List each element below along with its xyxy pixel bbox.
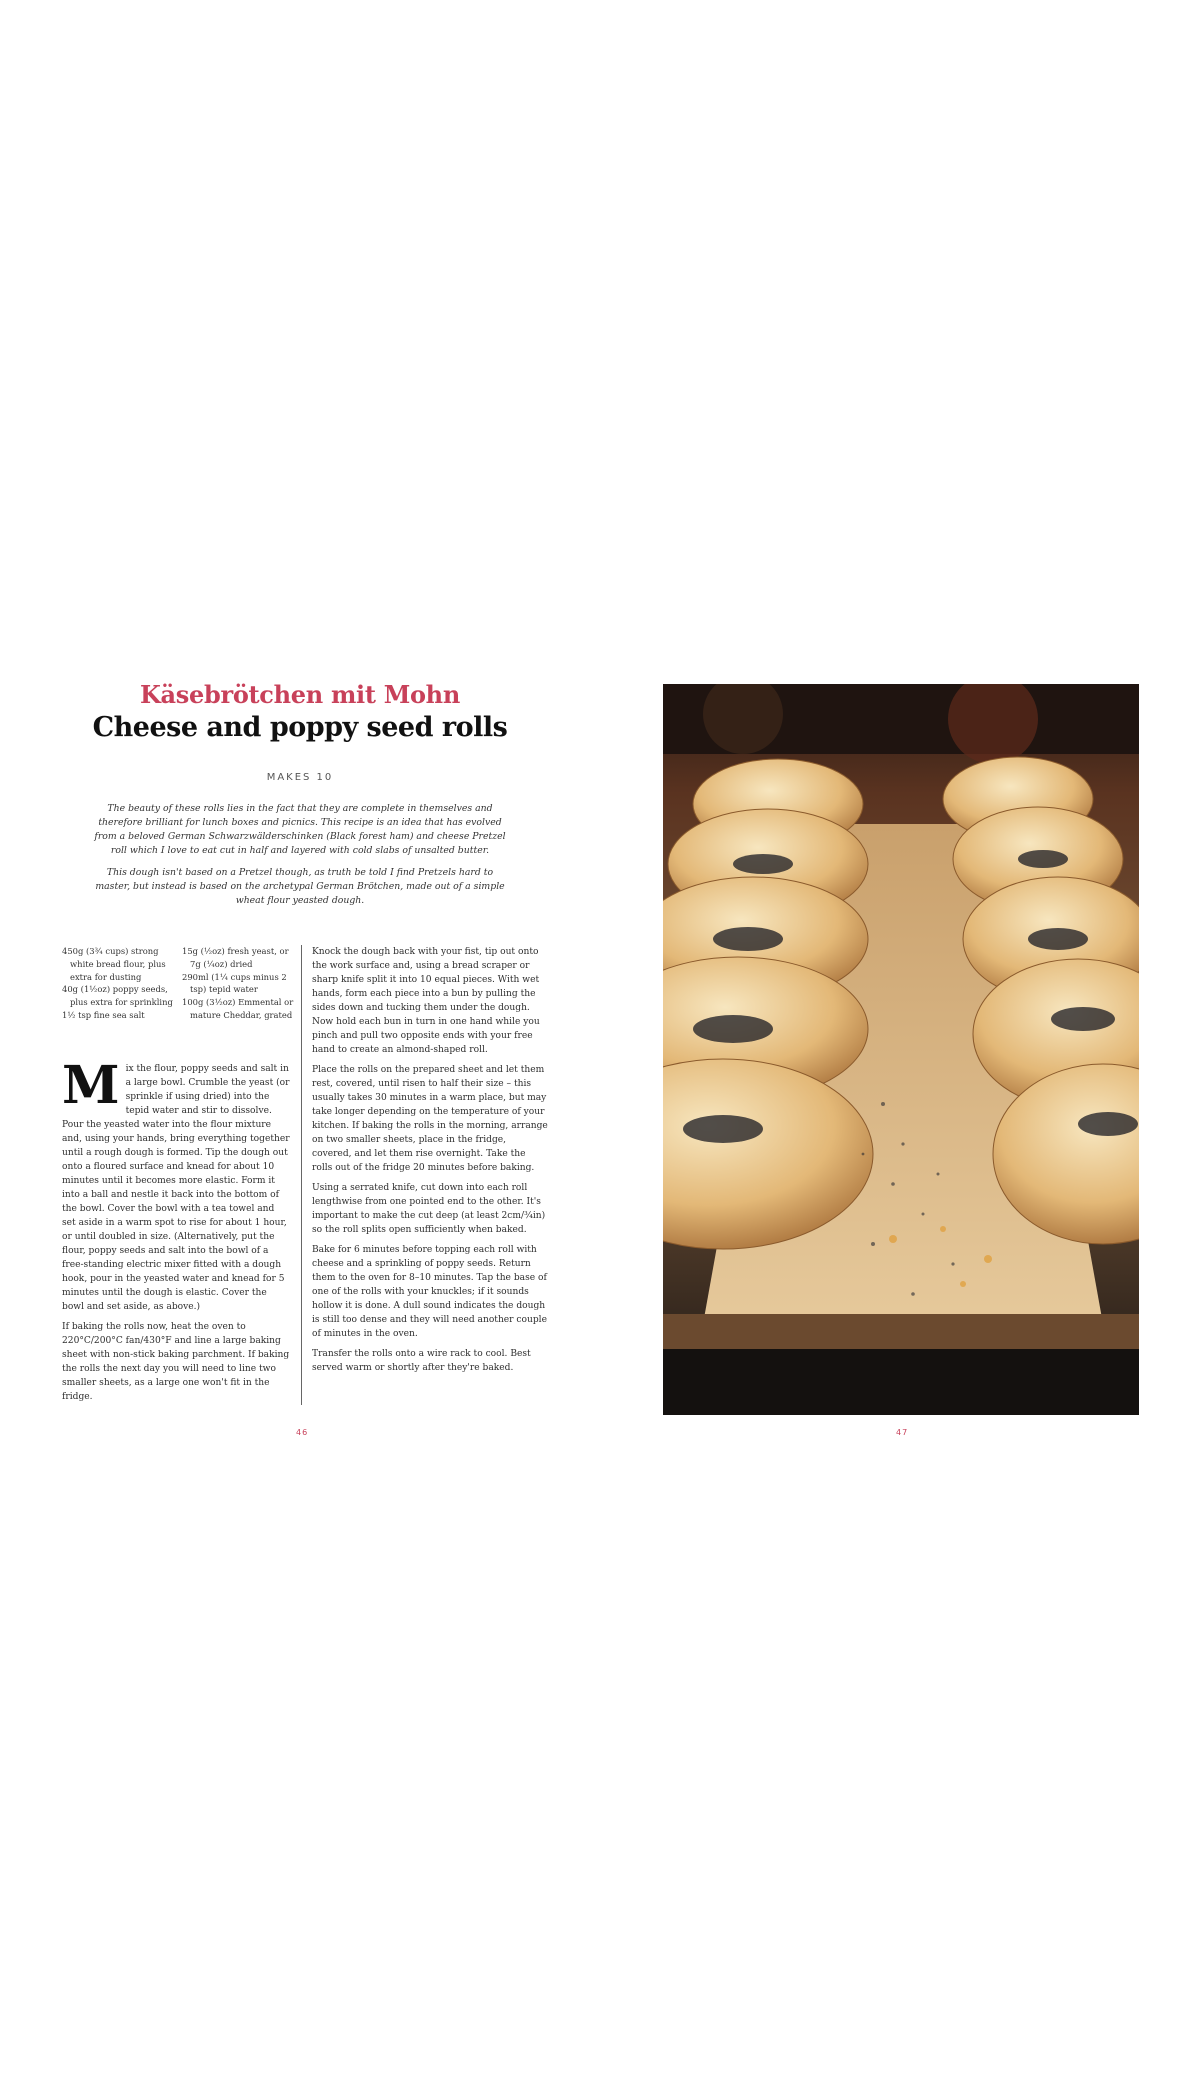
- method-paragraph: If baking the rolls now, heat the oven to 220°C/200°C fan/430°F and line a large baking sheet with non-stick baking parchment. If baking the rolls the next day you will need to line two smaller sheets, as a large one won't fit in the fridge.: [62, 1322, 290, 1402]
- ingredients-column-b: [182, 945, 294, 1022]
- method-paragraph: [62, 1055, 290, 1314]
- method-column-right: [312, 945, 548, 1381]
- method-paragraph: Bake for 6 minutes before topping each roll with cheese and a sprinkling of poppy seeds. Return them to the oven for 8–10 minutes. Tap the base of one of the rolls with your knuckles; if it sounds hollow it is done. A dull sound indicates the dough is still too dense and they will need another couple of minutes in the oven.: [312, 1245, 547, 1339]
- method-paragraph: Transfer the rolls onto a wire rack to cool. Best served warm or shortly after they're baked.: [312, 1349, 531, 1373]
- ingredient-item: 40g (1½oz) poppy seeds, plus extra for sprinkling: [62, 984, 173, 1008]
- recipe-title-german: Käsebrötchen mit Mohn: [140, 680, 460, 709]
- rolls-photo: [663, 684, 1139, 1415]
- column-divider: [301, 945, 302, 1405]
- ingredient-item: 100g (3½oz) Emmental or mature Cheddar, grated: [182, 997, 294, 1020]
- intro-paragraph: The beauty of these rolls lies in the fact that they are complete in themselves and therefore brilliant for lunch boxes and picnics. This recipe is an idea that has evolved from a beloved German Schwarzwälderschinken (Black forest ham) and cheese Pretzel roll which I love to eat cut in half and layered with cold slabs of unsalted butter.: [94, 803, 506, 856]
- method-column-left: [62, 1055, 290, 1410]
- ingredient-item: 290ml (1¼ cups minus 2 tsp) tepid water: [182, 971, 287, 995]
- ingredients-column-a: [62, 945, 174, 1022]
- method-paragraph: Using a serrated knife, cut down into each roll lengthwise from one pointed end to the other. It's important to make the cut deep (at least 2cm/¾in) so the roll splits open sufficiently when baked.: [312, 1183, 546, 1235]
- ingredient-item: 1½ tsp fine sea salt: [62, 1009, 145, 1020]
- page-number-left: 46: [296, 1428, 309, 1437]
- left-page: [60, 680, 580, 1440]
- method-paragraph: Place the rolls on the prepared sheet and let them rest, covered, until risen to half their size – this usually takes 30 minutes in a warm place, but may take longer depending on the temperature of your kitchen. If baking the rolls in the morning, arrange on two smaller sheets, place in the fridge, covered, and let them rise overnight. Take the rolls out of the fridge 20 minutes before baking.: [312, 1065, 548, 1173]
- intro-paragraph: This dough isn't based on a Pretzel though, as truth be told I find Pretzels hard to master, but instead is based on the archetypal German Brötchen, made out of a simple wheat flour yeasted dough.: [95, 867, 505, 906]
- page-number-right: 47: [896, 1428, 909, 1437]
- method-paragraph: Knock the dough back with your fist, tip out onto the work surface and, using a bread scraper or sharp knife split it into 10 equal pieces. With wet hands, form each piece into a bun by pulling the sides down and tucking them under the dough. Now hold each bun in turn in one hand while you pinch and pull two opposite ends with your free hand to create an almond-shaped roll.: [312, 947, 540, 1055]
- rolls-photo-illustration: [663, 684, 1139, 1415]
- drop-cap: M: [62, 1055, 120, 1116]
- ingredient-item: 15g (½oz) fresh yeast, or 7g (¼oz) dried: [182, 946, 289, 969]
- ingredient-item: 450g (3¾ cups) strong white bread flour, plus extra for dusting: [62, 946, 166, 982]
- method-text: ix the flour, poppy seeds and salt in a large bowl. Crumble the yeast (or sprinkle if using dried) into the tepid water and stir to dissolve. Pour the yeasted water into the flour mixture and, using your hands, bring everything together until a rough dough is formed. Tip the dough out onto a floured surface and knead for about 10 minutes until it becomes more elastic. Form it into a ball and nestle it back into the bottom of the bowl. Cover the bowl with a tea towel and set aside in a warm spot to rise for about 1 hour, or until doubled in size. (Alternatively, put the flour, poppy seeds and salt into the bowl of a free-standing electric mixer fitted with a dough hook, pour in the yeasted water and knead for 5 minutes until the dough is elastic. Cover the bowl and set aside, as above.): [62, 1064, 290, 1312]
- yield-label: MAKES 10: [266, 772, 334, 783]
- recipe-title-english: Cheese and poppy seed rolls: [92, 712, 508, 743]
